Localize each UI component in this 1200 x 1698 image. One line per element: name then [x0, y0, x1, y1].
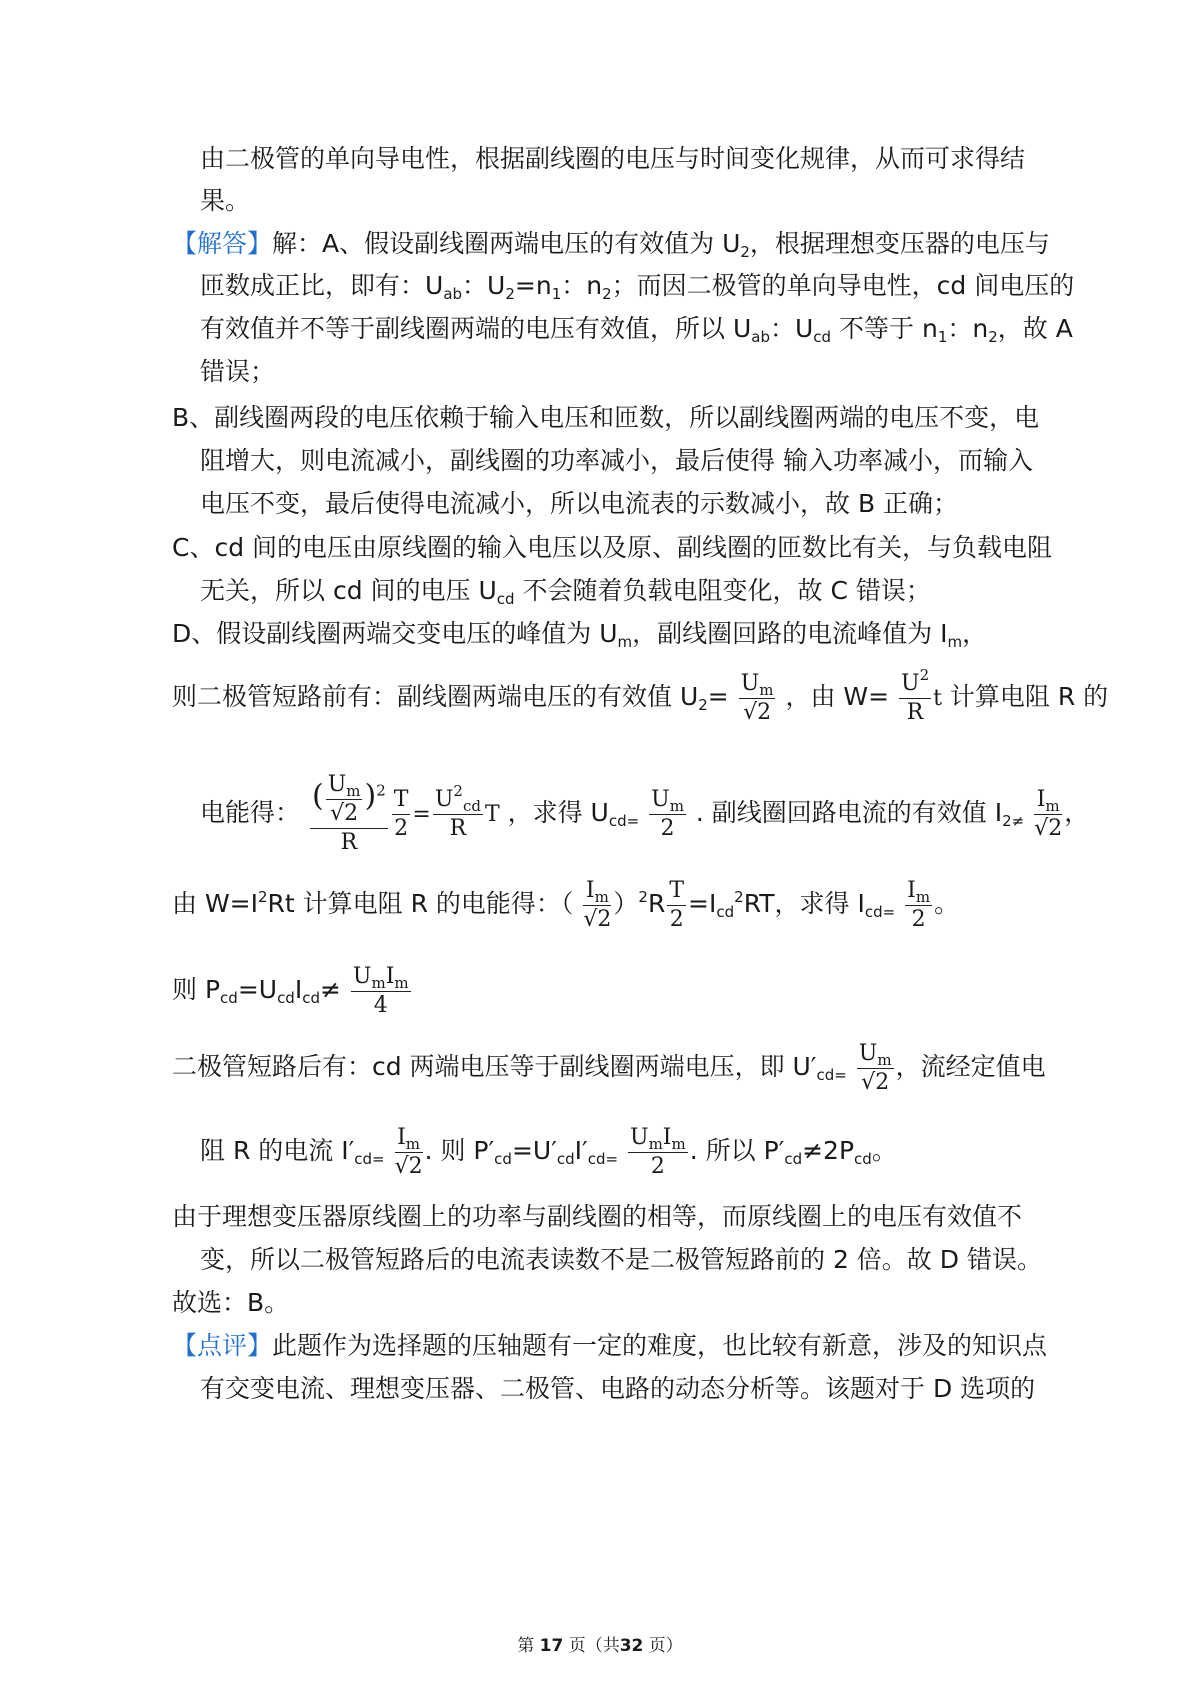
text: 匝数成正比，即有：U	[200, 271, 444, 300]
subscript: m	[877, 1050, 892, 1069]
subscript: 2≠	[1002, 812, 1025, 830]
subscript: cd	[494, 1150, 512, 1168]
text: 不会随着负载电阻变化，故 C 错误；	[514, 576, 931, 605]
math-symbol: I	[1036, 786, 1046, 812]
math-symbol: T	[484, 802, 500, 827]
text: ，故 A	[997, 314, 1073, 343]
numerator	[739, 670, 776, 699]
text: ，由 W=	[785, 682, 890, 711]
subscript: cd=	[864, 903, 896, 921]
subscript: cd	[784, 1150, 803, 1168]
numerator	[649, 786, 686, 815]
math-symbol: I	[385, 963, 395, 989]
fraction-u2-over-r	[899, 665, 931, 725]
subscript: m	[594, 887, 609, 906]
text: 电能得：	[200, 798, 301, 827]
subscript: cd	[462, 796, 481, 815]
text: ≠2P	[802, 1136, 855, 1165]
text: 解：A、假设副线圈两端电压的有效值为 U	[272, 229, 741, 258]
denominator: √2	[1034, 815, 1063, 841]
subscript: m	[671, 1134, 686, 1153]
denominator: R	[449, 815, 467, 841]
text: 不等于 n	[831, 314, 938, 343]
solution-d-line-9: 变，所以二极管短路后的电流表读数不是二极管短路前的 2 倍。故 D 错误。	[200, 1245, 1042, 1274]
fraction-umim-over-2	[628, 1124, 688, 1179]
subscript: 2	[602, 285, 612, 303]
denominator: R	[906, 699, 924, 725]
denominator: 2	[660, 815, 675, 841]
text: 则二极管短路前有：副线圈两端电压的有效值 U	[172, 682, 699, 711]
solution-a-line-2	[200, 269, 1074, 303]
numerator: T	[392, 789, 411, 815]
math-symbol: I	[907, 877, 916, 903]
comment-line-2: 有交变电流、理想变压器、二极管、电路的动态分析等。该题对于 D 选项的	[200, 1374, 1036, 1403]
subscript: cd	[220, 989, 238, 1007]
subscript: 2	[698, 696, 708, 714]
solution-c-line-1: C、cd 间的电压由原线圈的输入电压以及原、副线圈的匝数比有关，与负载电阻	[172, 533, 1053, 562]
math-symbol: U	[352, 963, 372, 989]
math-symbol: I	[662, 1124, 672, 1150]
denominator: 2	[650, 1153, 665, 1179]
page-number: 17	[539, 1636, 564, 1656]
denominator: R	[340, 830, 358, 855]
fraction-im-over-sqrt2	[1034, 786, 1063, 841]
numerator	[433, 781, 483, 815]
fraction-energy-before	[310, 774, 388, 854]
fraction-im-over-sqrt2	[583, 877, 612, 932]
numerator	[628, 1124, 688, 1153]
solution-d-line-2	[172, 662, 1108, 734]
numerator	[583, 877, 611, 906]
text: =U	[237, 975, 278, 1004]
subscript: cd	[277, 989, 295, 1007]
text: 阻 R 的电流 I′	[200, 1136, 355, 1165]
solution-a-line-1	[172, 227, 1050, 261]
text: I	[294, 975, 303, 1004]
subscript: cd	[302, 989, 320, 1007]
page-footer	[0, 1631, 1200, 1656]
text: . 所以 P′	[689, 1136, 785, 1165]
subscript: 2	[505, 285, 515, 303]
text: 计算电阻 R 的	[949, 682, 1109, 711]
solution-b-line-3: 电压不变，最后使得电流减小，所以电流表的示数减小，故 B 正确；	[200, 489, 959, 518]
solution-d-line-1	[172, 617, 987, 651]
text: D、假设副线圈两端交变电压的峰值为 U	[172, 619, 618, 648]
text: ，根据理想变压器的电压与	[749, 229, 1050, 258]
text: =I	[688, 889, 717, 918]
math-symbol: U	[901, 670, 920, 696]
math-symbol: t	[933, 686, 942, 711]
superscript: 2	[453, 781, 463, 800]
text: 。	[934, 889, 960, 918]
subscript: m	[1045, 796, 1060, 815]
text: ）	[613, 889, 639, 918]
text: ：n	[947, 314, 989, 343]
fraction-um-over-2	[649, 786, 686, 841]
text: 。	[871, 1136, 897, 1165]
subscript: 1	[551, 285, 562, 303]
solution-b-line-2: 阻增大，则电流减小，副线圈的功率减小，最后使得 输入功率减小，而输入	[200, 446, 1033, 475]
footer-text: 第	[517, 1636, 535, 1656]
text: Rt 计算电阻 R 的电能得：（	[267, 889, 574, 918]
fraction-im-over-sqrt2	[394, 1124, 423, 1179]
analysis-line-1: 由二极管的单向导电性，根据副线圈的电压与时间变化规律，从而可求得结	[200, 144, 1026, 173]
superscript: 2	[376, 781, 386, 800]
math-symbol: I	[397, 1124, 406, 1150]
numerator: T	[667, 880, 686, 906]
solution-d-line-4	[172, 869, 959, 939]
fraction-um-over-sqrt2	[857, 1040, 894, 1095]
subscript: cd	[813, 328, 832, 346]
text: 此题作为选择题的压轴题有一定的难度，也比较有新意，涉及的知识点	[272, 1331, 1048, 1360]
footer-text: 页（共	[568, 1636, 620, 1656]
denominator: √2	[394, 1153, 423, 1179]
subscript: ab	[751, 328, 770, 346]
text: ，求得 U	[507, 798, 609, 827]
solution-tag: 【解答】	[172, 229, 273, 258]
denominator: 2	[394, 815, 409, 841]
subscript: cd=	[587, 1150, 619, 1168]
subscript: cd=	[354, 1150, 385, 1168]
superscript: 2	[919, 665, 930, 684]
text: ，	[1064, 798, 1090, 827]
subscript: cd=	[608, 812, 640, 830]
denominator: √2	[330, 801, 359, 826]
text: ，	[962, 619, 988, 648]
math-symbol: U	[740, 670, 760, 696]
fraction-im-over-2	[905, 877, 932, 932]
subscript: m	[617, 633, 633, 651]
solution-a-line-3	[200, 312, 1073, 346]
text: ，副线圈回路的电流峰值为 I	[632, 619, 948, 648]
superscript: 2	[258, 888, 268, 906]
subscript: m	[346, 782, 361, 800]
subscript: cd	[854, 1150, 872, 1168]
text: . 则 P′	[424, 1136, 495, 1165]
denominator: √2	[743, 699, 772, 725]
page-total: 32	[619, 1636, 644, 1656]
fraction-um-over-sqrt2	[326, 774, 363, 825]
solution-d-line-8: 由于理想变压器原线圈上的功率与副线圈的相等，而原线圈上的电压有效值不	[172, 1202, 1023, 1231]
subscript: m	[759, 680, 774, 699]
analysis-line-2: 果。	[200, 186, 251, 215]
comment-line-1	[172, 1329, 1047, 1363]
numerator	[351, 963, 411, 992]
subscript: m	[669, 796, 684, 815]
text: R	[647, 889, 666, 918]
math-symbol: U	[651, 786, 670, 812]
solution-a-line-4: 错误；	[200, 357, 276, 386]
comment-tag: 【点评】	[172, 1331, 273, 1360]
subscript: 2	[988, 328, 998, 346]
text: 有效值并不等于副线圈两端的电压有效值，所以 U	[200, 314, 752, 343]
answer-line: 故选：B。	[172, 1288, 290, 1317]
text: ≠	[320, 975, 341, 1004]
text: . 副线圈回路电流的有效值 I	[695, 798, 1003, 827]
subscript: 2	[740, 243, 750, 261]
math-symbol: )	[364, 778, 377, 814]
subscript: m	[405, 1134, 421, 1153]
subscript: cd	[496, 590, 515, 608]
subscript: m	[915, 887, 931, 906]
text: 由 W=I	[172, 889, 258, 918]
text: ：U	[462, 271, 506, 300]
text: 则 P	[172, 975, 221, 1004]
text: RT，求得 I	[743, 889, 865, 918]
text: 二极管短路后有：cd 两端电压等于副线圈两端电压，即 U′	[172, 1052, 817, 1081]
denominator: 2	[669, 906, 684, 932]
numerator	[310, 774, 388, 829]
solution-d-line-3	[200, 768, 1089, 860]
solution-d-line-5	[172, 955, 413, 1025]
numerator	[899, 665, 931, 699]
text: =	[707, 682, 729, 711]
footer-text: 页）	[648, 1636, 683, 1656]
numerator	[857, 1040, 894, 1069]
solution-d-line-6	[172, 1032, 1046, 1102]
math-symbol: (	[311, 778, 324, 814]
denominator: 2	[911, 906, 926, 932]
math-symbol: =	[412, 802, 431, 827]
denominator: √2	[861, 1069, 890, 1095]
text: ：U	[769, 314, 814, 343]
fraction-umim-over-4	[351, 963, 411, 1018]
text: =U′	[511, 1136, 557, 1165]
fraction-ucd2-over-r	[433, 781, 483, 841]
fraction-t-over-2	[667, 877, 686, 932]
subscript: m	[648, 1134, 663, 1153]
text: ：n	[561, 271, 603, 300]
fraction-t-over-2	[392, 786, 411, 841]
math-symbol: U	[630, 1124, 649, 1150]
subscript: m	[394, 973, 409, 992]
solution-d-line-7	[200, 1116, 897, 1186]
subscript: cd=	[816, 1066, 847, 1084]
numerator	[395, 1124, 423, 1153]
text: =n	[514, 271, 552, 300]
denominator: √2	[583, 906, 612, 932]
text: 无关，所以 cd 间的电压 U	[200, 576, 497, 605]
solution-b-line-1: B、副线圈两段的电压依赖于输入电压和匝数，所以副线圈两端的电压不变，电	[172, 403, 1040, 432]
text: ，流经定值电	[895, 1052, 1046, 1081]
superscript: 2	[734, 888, 744, 906]
subscript: cd	[716, 903, 735, 921]
subscript: m	[947, 633, 963, 651]
text: ；而因二极管的单向导电性，cd 间电压的	[611, 271, 1075, 300]
superscript: 2	[638, 888, 648, 906]
math-symbol: I	[585, 877, 595, 903]
subscript: ab	[443, 285, 463, 303]
fraction-um-over-sqrt2	[739, 670, 776, 725]
subscript: cd	[556, 1150, 575, 1168]
numerator	[1034, 786, 1062, 815]
math-symbol: U	[858, 1040, 878, 1066]
numerator	[326, 774, 363, 800]
subscript: m	[371, 973, 386, 992]
math-symbol: U	[327, 772, 347, 797]
numerator	[905, 877, 932, 906]
subscript: 1	[937, 328, 948, 346]
denominator: 4	[373, 992, 388, 1018]
text: I′	[574, 1136, 588, 1165]
math-symbol: U	[434, 786, 454, 812]
solution-c-line-2	[200, 574, 931, 608]
